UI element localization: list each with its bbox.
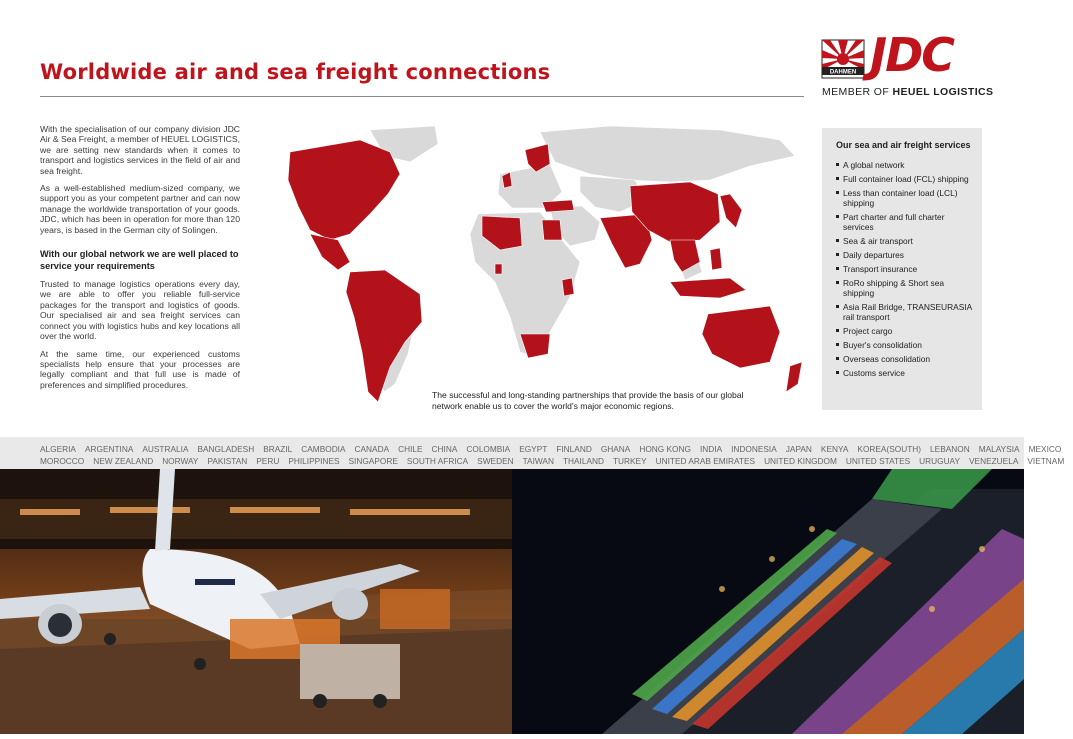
country-name: MOROCCO — [40, 456, 85, 466]
service-item: Buyer's consolidation — [836, 340, 976, 350]
airport-scene — [0, 469, 512, 734]
country-name: SOUTH AFRICA — [406, 456, 469, 466]
map-turkey — [542, 200, 574, 212]
country-name: ALGERIA — [40, 444, 76, 454]
country-name: GHANA — [600, 444, 631, 454]
service-item: Daily departures — [836, 250, 976, 260]
country-name: TAIWAN — [522, 456, 554, 466]
country-row-2 — [40, 456, 1073, 466]
map-kenya — [562, 278, 574, 296]
country-name: CHILE — [398, 444, 423, 454]
container-port-photo — [512, 469, 1024, 734]
map-new-zealand — [786, 362, 802, 392]
country-name: LEBANON — [930, 444, 970, 454]
intro-column — [40, 124, 240, 397]
page-title: Worldwide air and sea freight connections — [40, 60, 551, 84]
country-name: VIETNAM — [1027, 456, 1065, 466]
map-caption: The successful and long-standing partnerships that provide the basis of our global network enable us to cover the world's major economic regions. — [432, 390, 744, 411]
intro-paragraph-2: As a well-established medium-sized company, we support you as your competent partner and can now manage the worldwide transportation of your goods. JDC, which has been in operation for more than 120 years, is based in the German city of Solingen. — [40, 183, 240, 235]
country-name: ARGENTINA — [84, 444, 134, 454]
map-korea-japan — [720, 194, 742, 228]
country-name: SWEDEN — [477, 456, 514, 466]
member-company: HEUEL LOGISTICS — [892, 86, 994, 98]
service-item: Sea & air transport — [836, 236, 976, 246]
intro-paragraph-4: At the same time, our experienced customs specialists help ensure that your processes are legally compliant and that full use is made of preferences and simplified procedures. — [40, 348, 240, 390]
service-item: Asia Rail Bridge, TRANSEURASIA rail transport — [836, 302, 976, 322]
country-name: THAILAND — [562, 456, 604, 466]
member-line — [822, 86, 993, 98]
map-mexico — [310, 234, 350, 270]
country-name: BANGLADESH — [197, 444, 255, 454]
cargo-truck — [300, 644, 400, 699]
country-name: INDONESIA — [731, 444, 777, 454]
country-name: BRAZIL — [263, 444, 293, 454]
country-name: HONG KONG — [639, 444, 691, 454]
map-indonesia — [670, 278, 746, 298]
service-item: Less than container load (LCL) shipping — [836, 188, 976, 208]
service-item: A global network — [836, 160, 976, 170]
country-name: EGYPT — [519, 444, 548, 454]
service-item: Transport insurance — [836, 264, 976, 274]
country-name: CHINA — [431, 444, 458, 454]
country-name: CAMBODIA — [301, 444, 346, 454]
country-name: PHILIPPINES — [288, 456, 340, 466]
flag-label: DAHMEN — [829, 69, 857, 76]
country-name: SINGAPORE — [348, 456, 398, 466]
country-name: PERU — [256, 456, 280, 466]
jdc-logo — [822, 28, 994, 100]
country-name: TURKEY — [612, 456, 647, 466]
country-name: NORWAY — [162, 456, 199, 466]
services-title: Our sea and air freight services — [836, 140, 971, 150]
country-name: NEW ZEALAND — [93, 456, 154, 466]
airplane-engine-right — [332, 588, 368, 620]
map-russia — [540, 126, 795, 182]
map-egypt — [542, 220, 562, 240]
country-name: INDIA — [699, 444, 723, 454]
country-name: UNITED KINGDOM — [764, 456, 837, 466]
country-name: UNITED ARAB EMIRATES — [655, 456, 756, 466]
country-name: KENYA — [820, 444, 849, 454]
service-item: Project cargo — [836, 326, 976, 336]
service-item: Part charter and full charter services — [836, 212, 976, 232]
country-name: VENEZUELA — [969, 456, 1019, 466]
country-name: COLOMBIA — [466, 444, 511, 454]
map-australia — [702, 306, 780, 368]
intro-paragraph-1: With the specialisation of our company division JDC Air & Sea Freight, a member of HEUEL LOGISTICS, we are setting new standards when it comes to transport and logistics services in the field of air and sea freight. — [40, 124, 240, 176]
country-name: PAKISTAN — [207, 456, 248, 466]
brand-name: JDC — [870, 28, 954, 82]
port-scene — [512, 469, 1024, 734]
country-name: FINLAND — [556, 444, 592, 454]
intro-paragraph-3: Trusted to manage logistics operations every day, we are able to offer you reliable full-service packages for the transport and logistics of goods. Our specialised air and sea freight services can connect you with logistics hubs and key locations all over the world. — [40, 279, 240, 342]
map-philippines — [710, 248, 722, 270]
rising-sun-flag-icon — [822, 40, 864, 78]
service-item: Overseas consolidation — [836, 354, 976, 364]
country-name: CANADA — [354, 444, 390, 454]
service-item: Full container load (FCL) shipping — [836, 174, 976, 184]
map-south-africa — [520, 334, 550, 358]
country-name: MEXICO — [1028, 444, 1062, 454]
services-list — [822, 160, 982, 378]
country-name: URUGUAY — [919, 456, 961, 466]
country-row-1 — [40, 444, 1070, 454]
country-name: AUSTRALIA — [142, 444, 189, 454]
country-name: KOREA(SOUTH) — [857, 444, 922, 454]
country-name: JAPAN — [785, 444, 812, 454]
map-ghana — [495, 264, 502, 274]
country-name: MALAYSIA — [978, 444, 1020, 454]
country-strip — [0, 437, 1065, 469]
services-panel — [822, 128, 982, 410]
airport-cargo-photo — [0, 469, 512, 734]
country-name: UNITED STATES — [845, 456, 911, 466]
service-item: RoRo shipping & Short sea shipping — [836, 278, 976, 298]
network-heading: With our global network we are well placed to service your requirements — [40, 249, 239, 271]
service-item: Customs service — [836, 368, 976, 378]
map-north-america — [288, 140, 400, 240]
title-divider — [40, 96, 804, 97]
member-prefix: MEMBER OF — [822, 86, 893, 98]
world-map — [250, 122, 810, 412]
